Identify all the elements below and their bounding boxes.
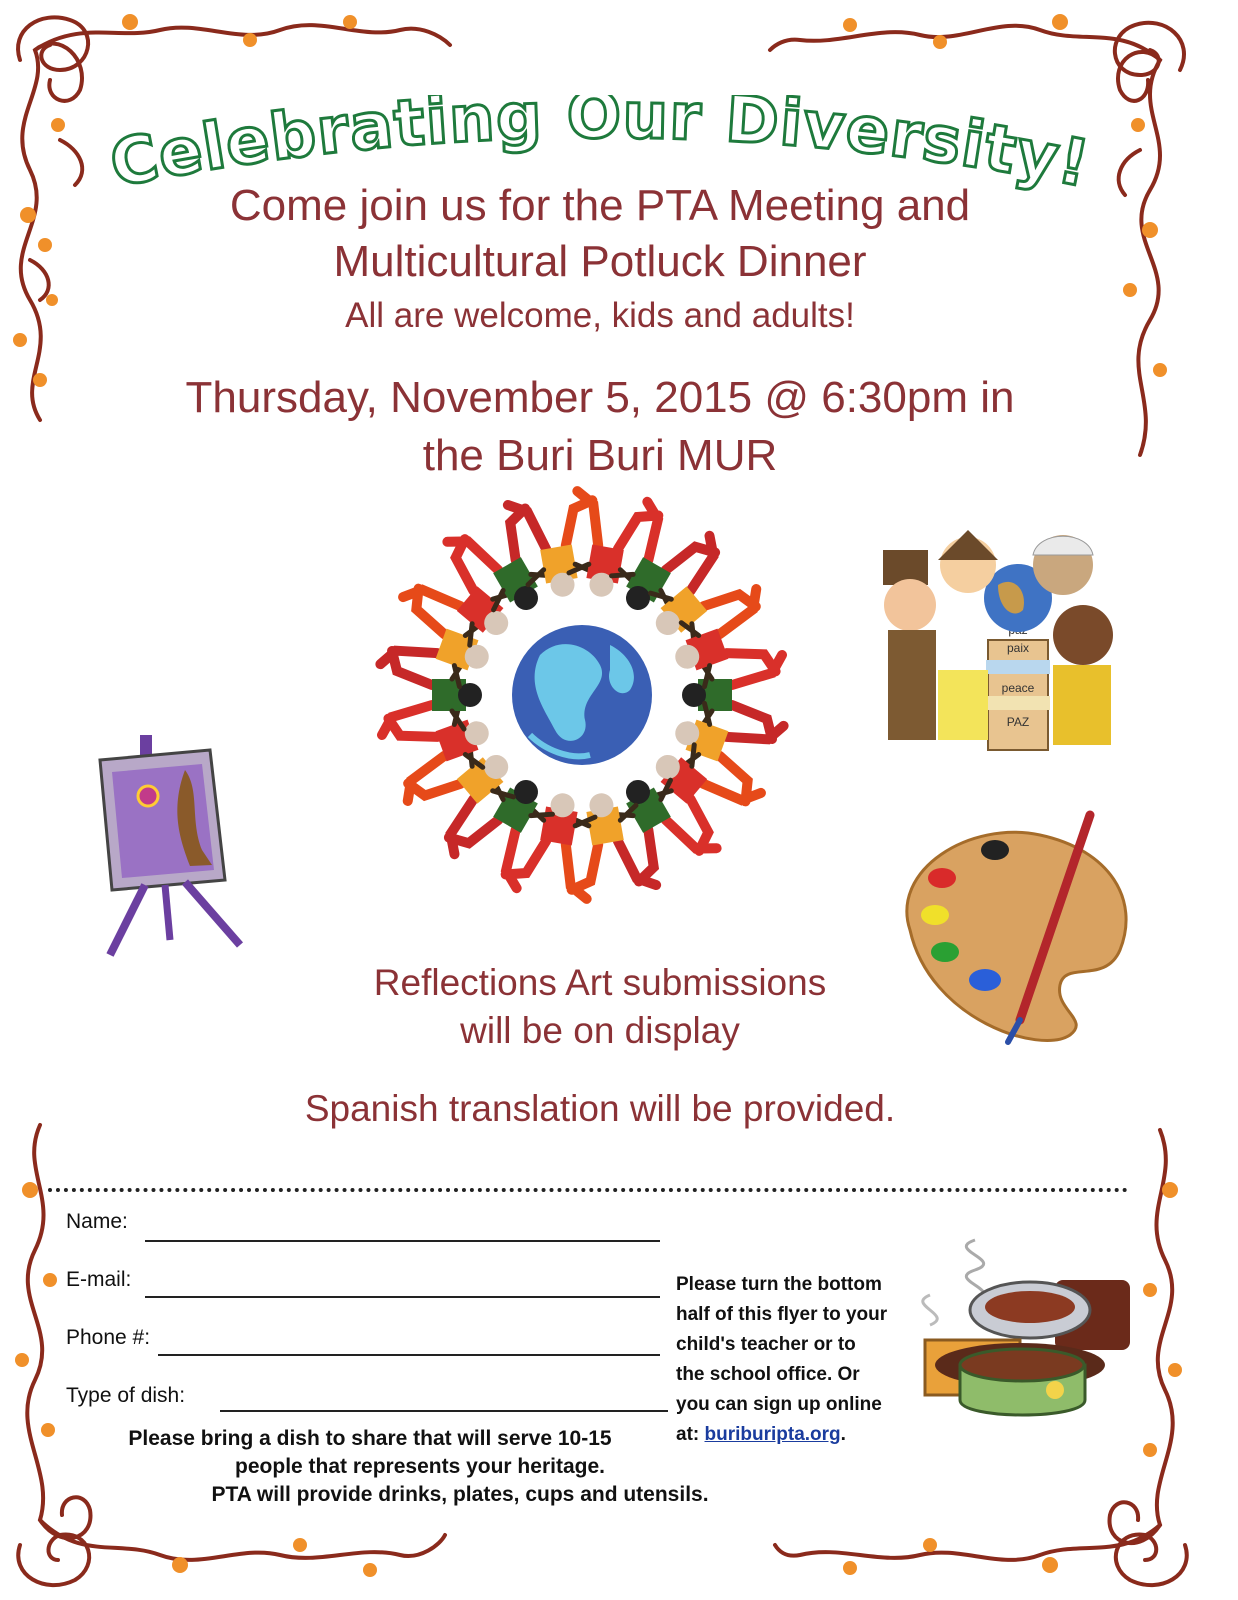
bring-dish-line-1: Please bring a dish to share that will serve 10-15 (128, 1427, 612, 1450)
kids-with-globe-illustration (878, 520, 1128, 765)
headline-text: Celebrating Our Diversity! (104, 95, 1096, 203)
book-label-peace: peace (1001, 681, 1035, 695)
welcome-line: All are welcome, kids and adults! (345, 296, 855, 335)
reflections-line-2: will be on display (460, 1010, 740, 1051)
name-label: Name: (66, 1210, 128, 1233)
globe-icon (512, 625, 652, 765)
phone-field[interactable] (158, 1354, 660, 1356)
name-field[interactable] (145, 1240, 660, 1242)
at-prefix: at: (676, 1424, 705, 1445)
bring-dish-line-2: people that represents your heritage. (235, 1455, 605, 1478)
return-instructions-line-6 (676, 1420, 936, 1450)
dish-label: Type of dish: (66, 1384, 186, 1407)
book-label-paz-2: PAZ (1006, 715, 1030, 729)
return-instructions-line-3: child's teacher or to (676, 1334, 856, 1355)
email-label: E-mail: (66, 1268, 132, 1291)
return-instructions (676, 1270, 936, 1450)
pta-provides-line: PTA will provide drinks, plates, cups and utensils. (211, 1483, 709, 1506)
spanish-translation-note: Spanish translation will be provided. (304, 1088, 896, 1129)
return-instructions-line-2: half of this flyer to your (676, 1304, 888, 1325)
date-line-2: the Buri Buri MUR (422, 431, 778, 480)
cut-line-divider (48, 1188, 1128, 1192)
phone-label: Phone #: (66, 1326, 151, 1349)
email-field[interactable] (145, 1296, 660, 1298)
invite-line-2: Multicultural Potluck Dinner (333, 237, 867, 286)
return-instructions-line-1: Please turn the bottom (676, 1274, 882, 1295)
pta-website-link[interactable]: buriburipta.org (704, 1424, 841, 1445)
date-line-1: Thursday, November 5, 2015 @ 6:30pm in (185, 373, 1015, 422)
invite-line-1: Come join us for the PTA Meeting and (229, 181, 971, 230)
people-around-globe-illustration (330, 485, 840, 925)
potluck-dishes-icon (905, 1225, 1135, 1425)
paint-palette-icon (890, 810, 1140, 1050)
reflections-line-1: Reflections Art submissions (373, 962, 827, 1003)
period: . (840, 1424, 846, 1445)
return-instructions-line-5: you can sign up online (676, 1394, 882, 1415)
dish-field[interactable] (220, 1410, 668, 1412)
easel-painting-icon (90, 730, 260, 960)
return-instructions-line-4: the school office. Or (676, 1364, 860, 1385)
book-label-paix: paix (1006, 641, 1030, 655)
